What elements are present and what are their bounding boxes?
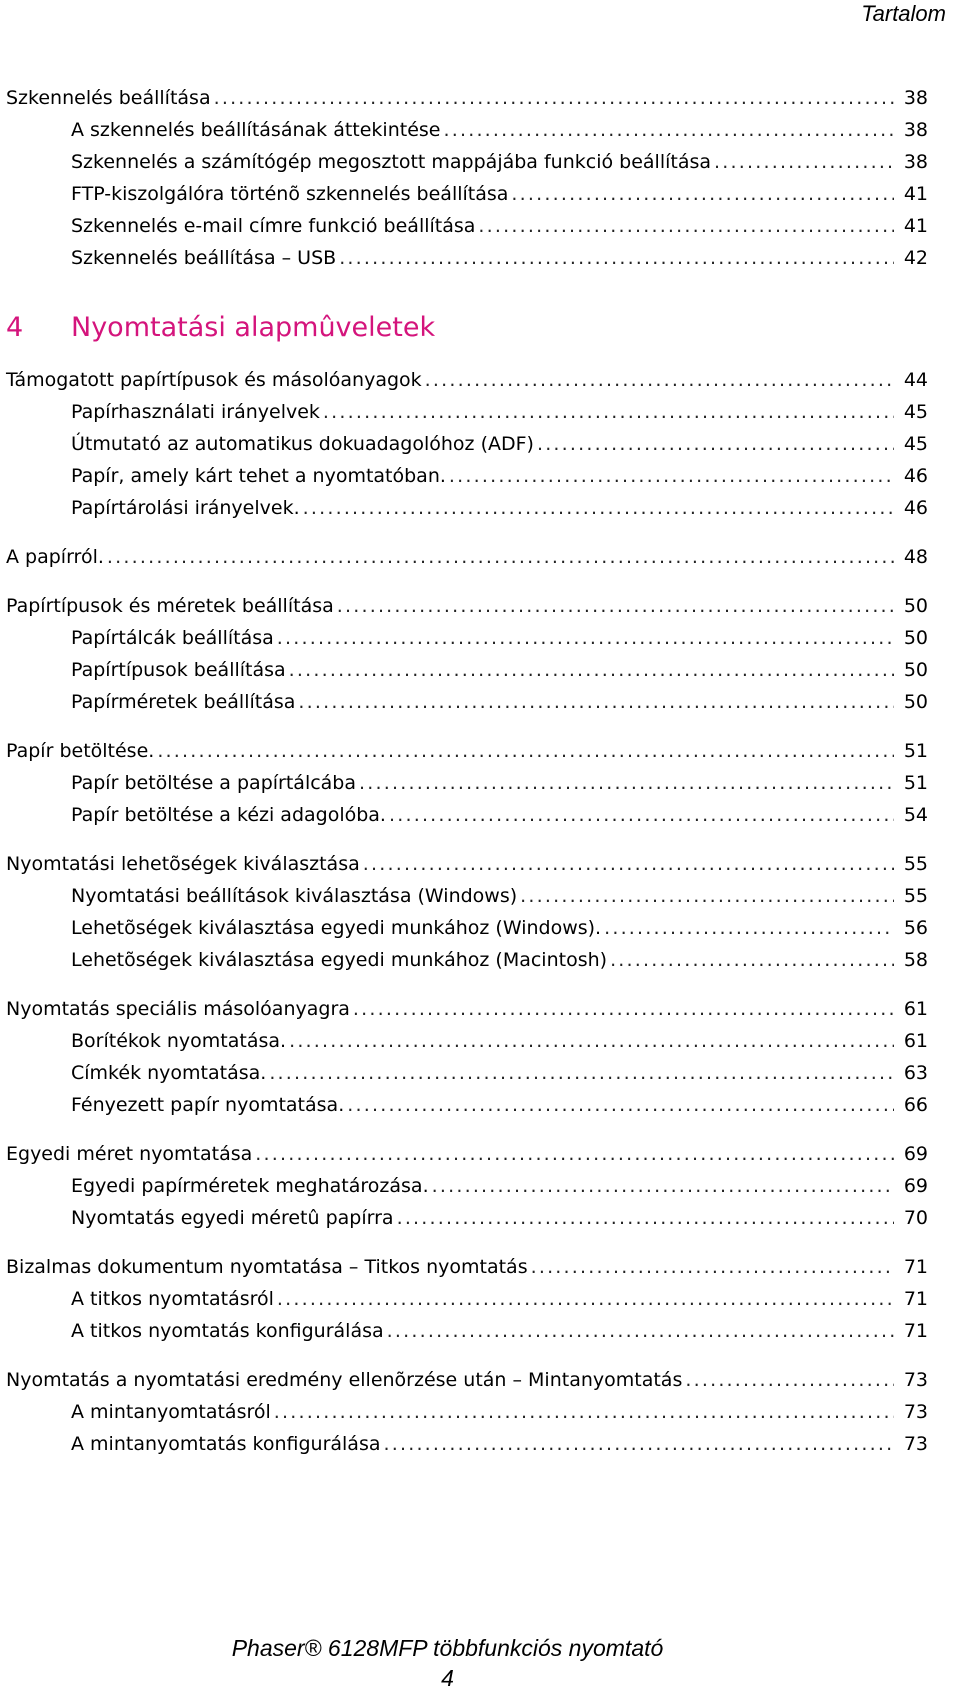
dot-leader	[389, 799, 894, 831]
toc-subsection-entry[interactable]	[6, 460, 928, 492]
toc-section-entry[interactable]	[6, 82, 928, 114]
toc-page-number: 45	[903, 401, 928, 423]
toc-entry-title: Nyomtatás a nyomtatási eredmény ellenõrzése után – Mintanyomtatás	[6, 1369, 683, 1391]
toc-page-number: 38	[903, 151, 928, 173]
toc-subsection-entry[interactable]	[6, 1089, 928, 1121]
table-of-contents	[6, 82, 928, 1460]
toc-page-number: 71	[903, 1256, 928, 1278]
toc-page-number: 73	[903, 1369, 928, 1391]
toc-subsection-entry[interactable]	[6, 396, 928, 428]
dot-leader	[443, 114, 894, 146]
toc-entry-title: Nyomtatás egyedi méretû papírra	[71, 1207, 394, 1229]
toc-entry-title: Papírméretek beállítása	[71, 691, 296, 713]
dot-leader	[274, 1396, 894, 1428]
toc-subsection-entry[interactable]	[6, 912, 928, 944]
toc-subsection-entry[interactable]	[6, 1428, 928, 1460]
toc-entry-title: Papírtárolási irányelvek.	[71, 497, 300, 519]
toc-subsection-entry[interactable]	[6, 622, 928, 654]
dot-leader	[339, 242, 894, 274]
toc-section-entry[interactable]	[6, 993, 928, 1025]
dot-leader	[337, 590, 894, 622]
dot-leader	[214, 82, 894, 114]
dot-leader	[397, 1202, 894, 1234]
toc-page-number: 50	[903, 659, 928, 681]
toc-subsection-entry[interactable]	[6, 114, 928, 146]
footer-product-name: Phaser® 6128MFP többfunkciós nyomtató	[231, 1635, 664, 1661]
running-header: Tartalom	[861, 1, 946, 26]
toc-entry-title: A titkos nyomtatás konfigurálása	[71, 1320, 384, 1342]
toc-entry-title: A papírról.	[6, 546, 104, 568]
toc-page-number: 58	[903, 949, 928, 971]
toc-entry-title: FTP-kiszolgálóra történõ szkennelés beállítása	[71, 183, 509, 205]
toc-subsection-entry[interactable]	[6, 1315, 928, 1347]
toc-subsection-entry[interactable]	[6, 654, 928, 686]
toc-page-number: 54	[903, 804, 928, 826]
toc-page-number: 38	[903, 119, 928, 141]
toc-entry-title: Papírhasználati irányelvek	[71, 401, 320, 423]
toc-subsection-entry[interactable]	[6, 146, 928, 178]
dot-leader	[289, 654, 894, 686]
toc-entry-title: Papír betöltése a kézi adagolóba.	[71, 804, 386, 826]
dot-leader	[432, 1170, 894, 1202]
toc-subsection-entry[interactable]	[6, 880, 928, 912]
toc-page-number: 61	[903, 1030, 928, 1052]
dot-leader	[107, 541, 894, 573]
dot-leader	[323, 396, 894, 428]
toc-entry-title: Egyedi papírméretek meghatározása.	[71, 1175, 429, 1197]
toc-section-printing	[6, 364, 928, 1460]
toc-entry-title: Papír, amely kárt tehet a nyomtatóban.	[71, 465, 446, 487]
toc-page-number: 73	[903, 1433, 928, 1455]
toc-page-number: 50	[903, 627, 928, 649]
toc-entry-title: Bizalmas dokumentum nyomtatása – Titkos nyomtatás	[6, 1256, 528, 1278]
toc-page-number: 66	[903, 1094, 928, 1116]
dot-leader	[353, 993, 894, 1025]
toc-page-number: 73	[903, 1401, 928, 1423]
dot-leader	[157, 735, 894, 767]
toc-page-number: 55	[903, 885, 928, 907]
toc-page-number: 55	[903, 853, 928, 875]
toc-subsection-entry[interactable]	[6, 1170, 928, 1202]
toc-section-entry[interactable]	[6, 364, 928, 396]
dot-leader	[363, 848, 894, 880]
dot-leader	[269, 1057, 894, 1089]
toc-entry-title: A szkennelés beállításának áttekintése	[71, 119, 441, 141]
dot-leader	[383, 1428, 894, 1460]
dot-leader	[303, 492, 894, 524]
toc-page-number: 50	[903, 691, 928, 713]
toc-entry-title: Szkennelés a számítógép megosztott mappájába funkció beállítása	[71, 151, 712, 173]
dot-leader	[359, 767, 894, 799]
chapter-title: Nyomtatási alapmûveletek	[71, 312, 436, 343]
toc-page-number: 71	[903, 1320, 928, 1342]
toc-entry-title: Szkennelés beállítása – USB	[71, 247, 337, 269]
toc-subsection-entry[interactable]	[6, 686, 928, 718]
toc-subsection-entry[interactable]	[6, 1057, 928, 1089]
toc-subsection-entry[interactable]	[6, 767, 928, 799]
toc-page-number: 63	[903, 1062, 928, 1084]
dot-leader	[449, 460, 894, 492]
toc-entry-title: Szkennelés e-mail címre funkció beállítása	[71, 215, 476, 237]
toc-entry-title: Szkennelés beállítása	[6, 87, 211, 109]
toc-section-entry[interactable]	[6, 1138, 928, 1170]
toc-page-number: 69	[903, 1143, 928, 1165]
dot-leader	[511, 178, 894, 210]
toc-page-number: 71	[903, 1288, 928, 1310]
toc-entry-title: Borítékok nyomtatása.	[71, 1030, 287, 1052]
toc-subsection-entry[interactable]	[6, 428, 928, 460]
toc-section-entry[interactable]	[6, 1251, 928, 1283]
toc-page-number: 51	[903, 772, 928, 794]
toc-subsection-entry[interactable]	[6, 1283, 928, 1315]
toc-entry-title: Papír betöltése a papírtálcába	[71, 772, 357, 794]
toc-entry-title: Egyedi méret nyomtatása	[6, 1143, 253, 1165]
toc-entry-title: Lehetõségek kiválasztása egyedi munkához (Windows).	[71, 917, 602, 939]
dot-leader	[537, 428, 894, 460]
toc-page-number: 51	[903, 740, 928, 762]
toc-entry-title: Címkék nyomtatása.	[71, 1062, 267, 1084]
toc-page-number: 69	[903, 1175, 928, 1197]
toc-page-number: 48	[903, 546, 928, 568]
toc-subsection-entry[interactable]	[6, 799, 928, 831]
toc-section-entry[interactable]	[6, 541, 928, 573]
toc-page-number: 45	[903, 433, 928, 455]
toc-entry-title: A mintanyomtatás konfigurálása	[71, 1433, 381, 1455]
dot-leader	[531, 1251, 894, 1283]
dot-leader	[610, 944, 894, 976]
toc-entry-title: Útmutató az automatikus dokuadagolóhoz (ADF)	[71, 433, 534, 455]
dot-leader	[425, 364, 894, 396]
toc-subsection-entry[interactable]	[6, 178, 928, 210]
dot-leader	[289, 1025, 894, 1057]
toc-subsection-entry[interactable]	[6, 944, 928, 976]
toc-entry-title: Nyomtatási beállítások kiválasztása (Windows)	[71, 885, 518, 907]
footer-page-number: 4	[441, 1665, 454, 1691]
dot-leader	[347, 1089, 894, 1121]
toc-entry-title: Papírtípusok és méretek beállítása	[6, 595, 334, 617]
dot-leader	[298, 686, 894, 718]
toc-subsection-entry[interactable]	[6, 242, 928, 274]
toc-entry-title: Papírtálcák beállítása	[71, 627, 274, 649]
toc-page-number: 46	[903, 465, 928, 487]
toc-entry-title: A mintanyomtatásról	[71, 1401, 271, 1423]
toc-entry-title: Lehetõségek kiválasztása egyedi munkához (Macintosh)	[71, 949, 608, 971]
toc-section-entry[interactable]	[6, 735, 928, 767]
toc-subsection-entry[interactable]	[6, 492, 928, 524]
toc-entry-title: Papír betöltése.	[6, 740, 155, 762]
toc-entry-title: Fényezett papír nyomtatása.	[71, 1094, 345, 1116]
toc-entry-title: Támogatott papírtípusok és másolóanyagok	[6, 369, 422, 391]
toc-page-number: 56	[903, 917, 928, 939]
toc-section-entry[interactable]	[6, 848, 928, 880]
toc-page-number: 46	[903, 497, 928, 519]
chapter-number: 4	[6, 312, 24, 343]
toc-entry-title: Papírtípusok beállítása	[71, 659, 286, 681]
toc-entry-title: A titkos nyomtatásról	[71, 1288, 274, 1310]
toc-page-number: 44	[903, 369, 928, 391]
dot-leader	[478, 210, 894, 242]
dot-leader	[277, 1283, 894, 1315]
toc-page-number: 42	[903, 247, 928, 269]
dot-leader	[604, 912, 894, 944]
dot-leader	[277, 622, 894, 654]
toc-section-entry[interactable]	[6, 1364, 928, 1396]
toc-section-entry[interactable]	[6, 590, 928, 622]
dot-leader	[520, 880, 894, 912]
toc-subsection-entry[interactable]	[6, 1025, 928, 1057]
dot-leader	[255, 1138, 894, 1170]
chapter-heading[interactable]	[6, 306, 928, 350]
dot-leader	[714, 146, 894, 178]
dot-leader	[685, 1364, 894, 1396]
toc-page-number: 41	[903, 215, 928, 237]
toc-page-number: 50	[903, 595, 928, 617]
toc-page-number: 41	[903, 183, 928, 205]
toc-subsection-entry[interactable]	[6, 1396, 928, 1428]
toc-section-scanning	[6, 82, 928, 274]
toc-entry-title: Nyomtatás speciális másolóanyagra	[6, 998, 350, 1020]
toc-page-number: 38	[903, 87, 928, 109]
toc-page-number: 61	[903, 998, 928, 1020]
toc-subsection-entry[interactable]	[6, 210, 928, 242]
toc-entry-title: Nyomtatási lehetõségek kiválasztása	[6, 853, 360, 875]
toc-page-number: 70	[903, 1207, 928, 1229]
toc-subsection-entry[interactable]	[6, 1202, 928, 1234]
dot-leader	[387, 1315, 894, 1347]
